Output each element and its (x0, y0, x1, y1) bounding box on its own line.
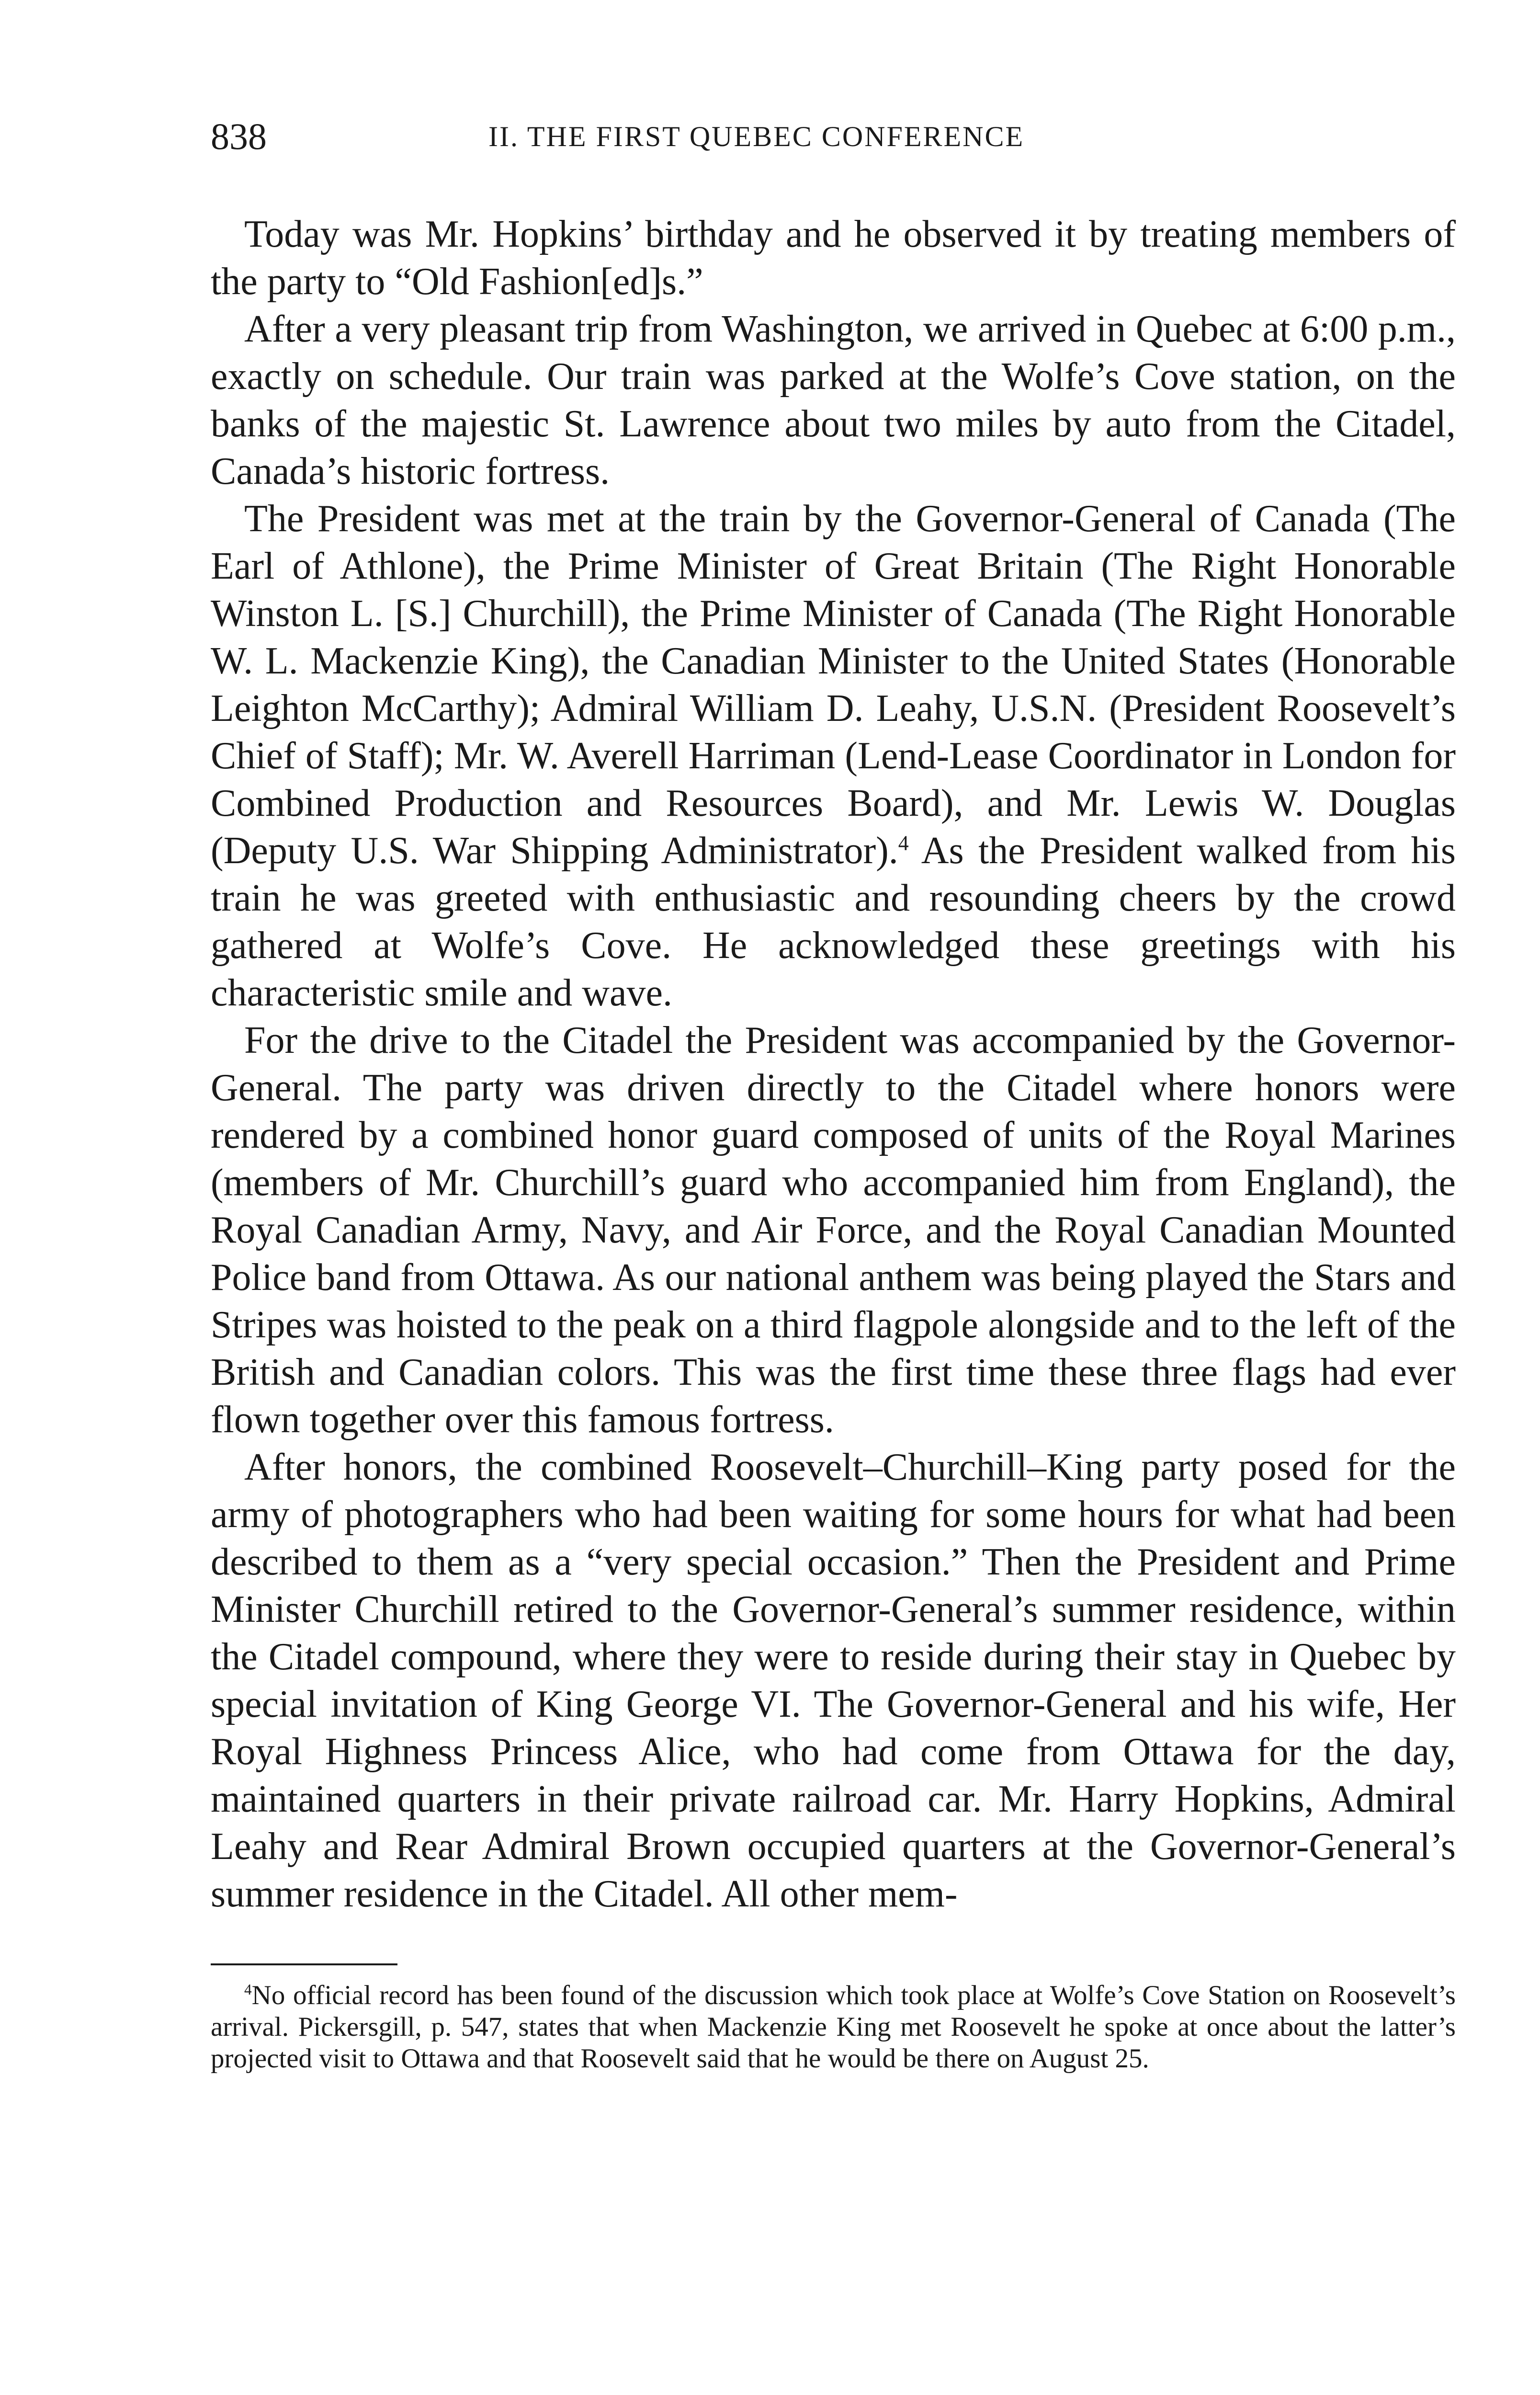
paragraph-after-honors: After honors, the combined Roosevelt–Churchill–King party posed for the army of photographers who had been waiting for some hours for what had been described to them as a “very special occasion.” Then the President and Prime Minister Churchill retired to the Governor-General’s summer residence, within the Citadel compound, where they were to reside during their stay in Quebec by special invitation of King George VI. The Governor-General and his wife, Her Royal Highness Princess Alice, who had come from Ottawa for the day, maintained quarters in their private railroad car. Mr. Harry Hopkins, Admiral Leahy and Rear Admiral Brown occupied quarters at the Governor-General’s summer residence in the Citadel. All other mem- (211, 1446, 1456, 1915)
body-text (211, 211, 1456, 1918)
chapter-title: II. THE FIRST QUEBEC CONFERENCE (488, 121, 1025, 152)
footnote-divider (211, 1963, 397, 1965)
page-number: 838 (211, 115, 267, 157)
paragraph-hopkins-birthday: Today was Mr. Hopkins’ birthday and he observed it by treating members of the party to “Old Fashion[ed]s.” (211, 213, 1456, 303)
paragraph-president-met-continued: As the President walked from his train he was greeted with enthusiastic and resounding cheers by the crowd gathered at Wolfe’s Cove. He acknowledged these greetings with his characteristic smile and wave. (211, 830, 1456, 1014)
document-page (211, 110, 1456, 2075)
footnote-reference: 4 (898, 831, 909, 855)
paragraph-drive-to-citadel: For the drive to the Citadel the President was accompanied by the Governor-General. The party was driven directly to the Citadel where honors were rendered by a combined honor guard composed of units of the Royal Marines (members of Mr. Churchill’s guard who accompanied him from England), the Royal Canadian Army, Navy, and Air Force, and the Royal Canadian Mounted Police band from Ottawa. As our national anthem was being played the Stars and Stripes was hoisted to the peak on a third flagpole alongside and to the left of the British and Canadian colors. This was the first time these three flags had ever flown together over this famous fortress. (211, 1019, 1456, 1441)
running-head (211, 110, 1456, 163)
footnote-text: No official record has been found of the discussion which took place at Wolfe’s Cove Station on Roosevelt’s arrival. Pickersgill, p. 547, states that when Mackenzie King met Roosevelt he spoke at once about the latter’s projected visit to Ottawa and that Roosevelt said that he would be there on August 25. (211, 1980, 1456, 2074)
paragraph-president-met-text: The President was met at the train by the Governor-General of Canada (The Earl of Athlone), the Prime Minister of Great Britain (The Right Honorable Winston L. [S.] Churchill), the Prime Minister of Canada (The Right Honorable W. L. Mackenzie King), the Canadian Minister to the United States (Honorable Leighton McCarthy); Admiral William D. Leahy, U.S.N. (President Roosevelt’s Chief of Staff); Mr. W. Averell Harriman (Lend-Lease Coordinator in London for Combined Production and Resources Board), and Mr. Lewis W. Douglas (Deputy U.S. War Shipping Administrator). (211, 498, 1456, 872)
footnote (211, 1980, 1456, 2075)
paragraph-arrival-quebec: After a very pleasant trip from Washington, we arrived in Quebec at 6:00 p.m., exactly on schedule. Our train was parked at the Wolfe’s Cove station, on the banks of the majestic St. Lawrence about two miles by auto from the Citadel, Canada’s historic fortress. (211, 308, 1456, 492)
footnote-marker: 4 (244, 1981, 252, 1998)
paragraph-president-met (211, 495, 1456, 1017)
